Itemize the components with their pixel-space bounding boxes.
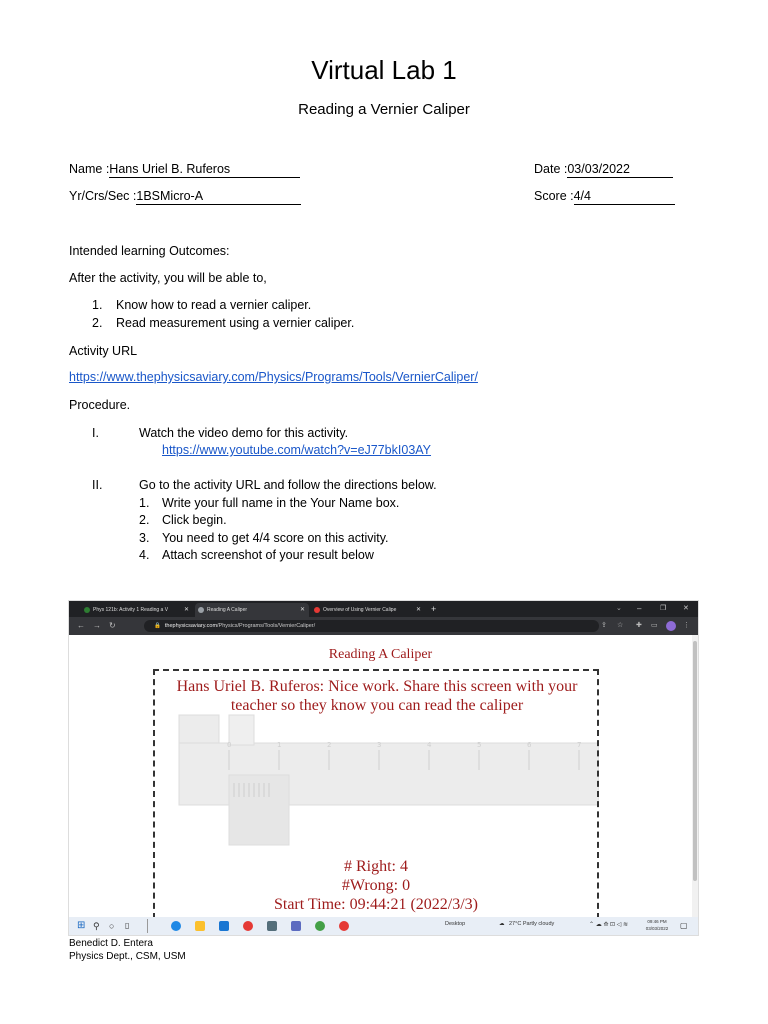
extensions-icon[interactable]: ✚ (636, 622, 642, 629)
windows-taskbar (69, 917, 698, 935)
clock[interactable] (639, 918, 675, 932)
yr-value: 1BSMicro-A (136, 188, 301, 205)
step2-item: Click begin. (162, 513, 227, 527)
back-icon[interactable]: ← (77, 621, 85, 630)
step1-text: Watch the video demo for this activity. (139, 426, 349, 440)
video-demo-link[interactable]: https://www.youtube.com/watch?v=eJ77bkI03AY (162, 443, 432, 457)
close-icon[interactable]: ✕ (183, 607, 189, 613)
name-line (69, 161, 300, 178)
date-label: Date : (534, 162, 568, 176)
tab-favicon-icon (314, 607, 320, 613)
step2-item: Write your full name in the Your Name box. (162, 496, 400, 510)
file-explorer-icon[interactable] (195, 921, 205, 931)
scrollbar-thumb[interactable] (693, 641, 697, 881)
lock-icon: 🔒 (154, 623, 161, 629)
scale-number: 0 (227, 741, 232, 749)
tab-label: Overview of Using Vernier Calipe (323, 607, 397, 613)
window-close-icon[interactable]: ✕ (683, 605, 689, 612)
profile-avatar[interactable] (666, 621, 676, 631)
search-icon[interactable]: ⚲ (93, 921, 100, 931)
browser-tab[interactable] (81, 603, 193, 617)
yr-line (69, 188, 301, 205)
step-marker: I. (92, 426, 99, 440)
cortana-icon[interactable]: ○ (109, 921, 115, 931)
mail-icon[interactable] (219, 921, 229, 931)
ilo-intro: After the activity, you will be able to, (69, 271, 267, 285)
weather-widget[interactable]: 27°C Partly cloudy (509, 921, 555, 927)
clock-time: 09:46 PM (647, 919, 667, 924)
browser-toolbar (69, 617, 698, 635)
minimize-icon[interactable]: – (637, 604, 642, 613)
tray-icons[interactable]: ⌃ ☁ ⟰ ⊡ ◁ ≋ (589, 922, 629, 928)
document-title: Virtual Lab 1 (311, 55, 457, 85)
ilo-item: Read measurement using a vernier caliper. (116, 316, 355, 330)
page-scrollbar[interactable] (692, 635, 698, 917)
desktop-label[interactable]: Desktop (445, 921, 466, 927)
notification-icon[interactable]: ▢ (680, 921, 688, 930)
name-label: Name : (69, 162, 110, 176)
sidebar-icon[interactable]: ▭ (651, 622, 658, 629)
maximize-icon[interactable]: ❐ (660, 605, 667, 612)
browser-tab-strip (69, 601, 698, 617)
score-line (534, 188, 675, 205)
chrome-profile-icon[interactable] (315, 921, 325, 931)
activity-url-link[interactable]: https://www.thephysicsaviary.com/Physics/Programs/Tools/VernierCaliper/ (69, 370, 478, 384)
scale-number: 6 (527, 741, 532, 749)
step-marker: II. (92, 478, 103, 492)
tab-label: Phys 121b: Activity 1 Reading a V (93, 607, 169, 613)
scale-number: 7 (577, 741, 582, 749)
browser-tab-active[interactable] (195, 603, 309, 617)
start-time: Start Time: 09:44:21 (2022/3/3) (273, 896, 478, 913)
tab-search-icon[interactable]: ⌄ (616, 605, 622, 612)
footer-author: Benedict D. Entera (69, 938, 153, 949)
step2-marker: 1. (139, 496, 150, 510)
forward-icon[interactable]: → (93, 621, 101, 630)
clock-date: 03/03/2022 (645, 926, 669, 931)
menu-icon[interactable]: ⋮ (683, 622, 690, 629)
edge-icon[interactable] (171, 921, 181, 931)
score-label: Score : (534, 189, 574, 203)
step2-marker: 4. (139, 548, 150, 562)
url-host: thephysicsaviary.com (164, 623, 218, 629)
footer-dept: Physics Dept., CSM, USM (69, 951, 186, 962)
taskbar-divider (147, 919, 148, 933)
chrome-profile-icon[interactable] (339, 921, 349, 931)
step2-item: Attach screenshot of your result below (162, 548, 374, 562)
tab-favicon-icon (198, 607, 204, 613)
step2-marker: 3. (139, 531, 150, 545)
weather-icon[interactable]: ☁ (499, 921, 505, 927)
step2-item: You need to get 4/4 score on this activity. (162, 531, 389, 545)
step2-text: Go to the activity URL and follow the directions below. (139, 478, 437, 492)
close-icon[interactable]: ✕ (415, 607, 421, 613)
teams-icon[interactable] (291, 921, 301, 931)
wrong-count: #Wrong: 0 (341, 877, 411, 894)
scale-number: 4 (427, 741, 432, 749)
activity-url-label: Activity URL (69, 344, 138, 358)
app-icon[interactable] (267, 921, 277, 931)
scale-number: 2 (327, 741, 332, 749)
ilo-marker: 1. (92, 298, 103, 312)
date-value: 03/03/2022 (567, 161, 673, 178)
ilo-item: Know how to read a vernier caliper. (116, 298, 312, 312)
name-value: Hans Uriel B. Ruferos (109, 161, 300, 178)
address-bar[interactable] (144, 620, 599, 632)
page-heading: Reading A Caliper (328, 647, 433, 662)
result-screenshot (69, 601, 698, 935)
scale-number: 3 (377, 741, 382, 749)
step2-marker: 2. (139, 513, 150, 527)
scale-number: 1 (277, 741, 282, 749)
scale-number: 5 (477, 741, 482, 749)
score-value: 4/4 (574, 188, 675, 205)
date-line (534, 161, 673, 178)
yr-label: Yr/Crs/Sec : (69, 189, 137, 203)
windows-start-icon[interactable]: ⊞ (77, 920, 86, 931)
ilo-marker: 2. (92, 316, 103, 330)
share-icon[interactable]: ⇪ (601, 622, 607, 629)
procedure-label: Procedure. (69, 398, 131, 412)
right-count: # Right: 4 (343, 858, 408, 875)
tab-favicon-icon (84, 607, 90, 613)
url-path: /Physics/Programs/Tools/VernierCaliper/ (217, 623, 316, 629)
chrome-icon[interactable] (243, 921, 253, 931)
task-view-icon[interactable]: ▯ (125, 921, 130, 930)
bookmark-star-icon[interactable]: ☆ (617, 622, 624, 629)
new-tab-button[interactable]: + (431, 604, 437, 614)
close-icon[interactable]: ✕ (299, 607, 305, 613)
success-message: Hans Uriel B. Ruferos: Nice work. Share this screen with your teacher so they know you can read the caliper (176, 678, 578, 714)
document-subtitle: Reading a Vernier Caliper (298, 101, 470, 118)
tab-label: Reading A Caliper (207, 607, 248, 613)
ilo-heading: Intended learning Outcomes: (69, 244, 230, 258)
caliper-page (69, 635, 698, 917)
browser-tab[interactable] (311, 603, 425, 617)
reload-icon[interactable]: ↻ (109, 621, 116, 630)
